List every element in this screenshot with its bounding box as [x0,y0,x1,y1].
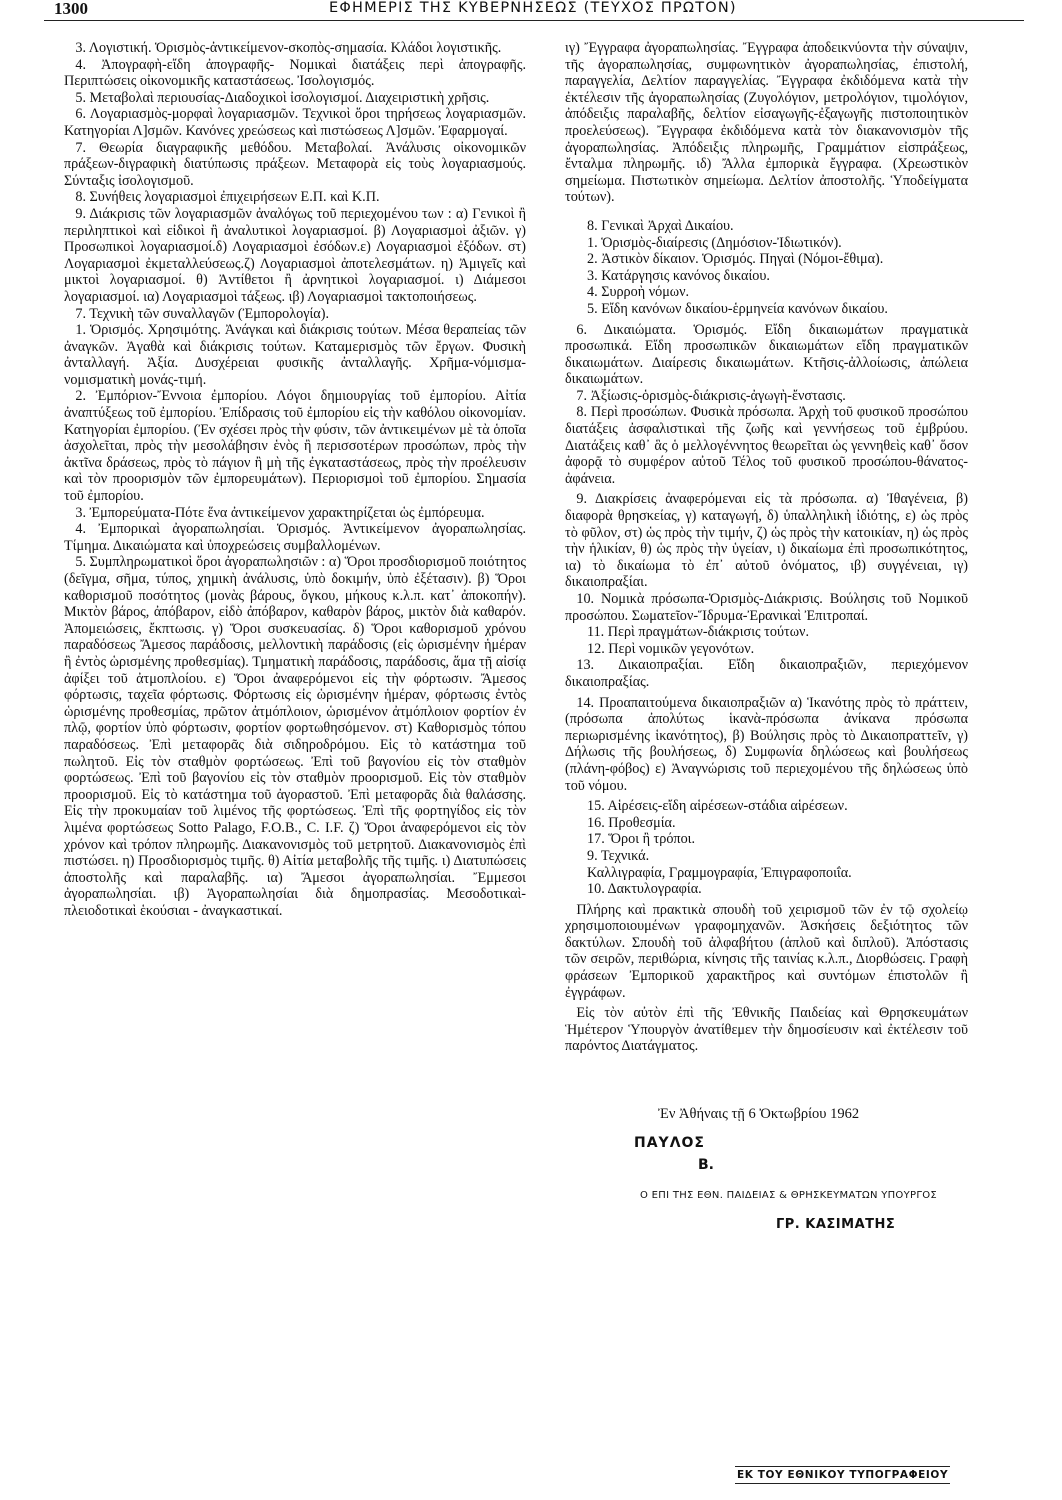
minister-name: ΓΡ. ΚΑΣΙΜΑΤΗΣ [776,1217,896,1232]
list-item: 9. Τεχνικά. [587,847,650,864]
right-column [565,40,968,1055]
list-item: 2. Ἀστικὸν δίκαιον. Ὁρισμός. Πηγαὶ (Νόμοι-ἔθιμα). [587,251,884,268]
list-item: Καλλιγραφία, Γραμμογραφία, Ἐπιγραφοποιΐα. [587,864,852,881]
paragraph: Πλήρης καὶ πρακτικὰ σπουδὴ τοῦ χειρισμοῦ τῶν ἐν τῷ σχολείῳ χρησιμοποιουμένων γραφομηχανῶν. Ἀσκήσεις δεξιότητος τῶν δακτύλων. Σπουδὴ τοῦ ἀλφαβήτου (ἁπλοῦ καὶ διπλοῦ). Ἀπόστασις τῶν σειρῶν, περιθώρια, κίνησις τῆς ταινίας κ.λ.π., Διορθώσεις. Γραφὴ φράσεων Ἐμπορικοῦ χαρακτῆρος καὶ συντόμων ἐπιστολῶν ἢ ἐγγράφων. [565,901,968,1001]
list-item: 1. Ὁρισμὸς-διαίρεσις (Δημόσιον-Ἰδιωτικόν). [587,234,842,251]
section-heading: 8. Γενικαὶ Ἀρχαὶ Δικαίου. [587,217,734,234]
list-item: 3. Κατάργησις κανόνος δικαίου. [587,267,770,284]
paragraph: 8. Συνήθεις λογαριασμοὶ ἐπιχειρήσεων Ε.Π. καὶ Κ.Π. [75,189,380,206]
list-item: 15. Αἱρέσεις-εἴδη αἱρέσεων-στάδια αἱρέσεων. [587,798,848,815]
paragraph: 9. Διακρίσεις ἀναφερόμεναι εἰς τὰ πρόσωπα. α) Ἰθαγένεια, β) διαφορὰ θρησκείας, γ) καταγωγή, δ) ὑπαλληλικὴ ἰδιότης, ε) ὡς πρὸς τὸ φῦλον, στ) ὡς πρὸς τὴν τιμήν, ζ) ὡς πρὸς τὴν κατοικίαν, η) ὡς πρὸς τὴν ἡλικίαν, θ) ὡς πρὸς τὴν ὑγείαν, ι) δικαίωμα ἐπὶ προσωπικότητος, ια) τὸ δικαίωμα τὸ ἐπ᾽ αὐτοῦ ὀνόματος, ιβ) συγγένειαι, ιγ) δικαιοπραξίαι. [565,491,968,591]
paragraph: 2. Ἐμπόριον-Ἔννοια ἐμπορίου. Λόγοι δημιουργίας τοῦ ἐμπορίου. Αἰτία ἀναπτύξεως τοῦ ἐμπορίου. Ἐπίδρασις τοῦ ἐμπορίου εἰς τὴν καθόλου οἰκονομίαν. Κατηγορίαι ἐμπορίου. (Ἐν σχέσει πρὸς τὴν φύσιν, τῶν ἀντικειμένων μὲ τὰ ὁποῖα ἀσχολεῖται, πρὸς τὴν μεσολάβησιν ἑνὸς ἢ περισσοτέρων προσώπων, πρὸς τὴν ἀκτῖνα δράσεως, πρὸς τὸ πάγιον ἢ μὴ τῆς ἐγκαταστάσεως, πρὸς τὴν προέλευσιν καὶ τὸν προορισμὸν τῶν ἐμπορευμάτων). Περιορισμοὶ τοῦ ἐμπορίου. Σημασία τοῦ ἐμπορίου. [64,388,526,505]
page-header [44,0,1024,21]
paragraph: 7. Θεωρία διαγραφικῆς μεθόδου. Μεταβολαί. Ἀνάλυσις οἰκονομικῶν πράξεων-διγραφικὴ διατύπωσις πράξεων. Μεταφορὰ εἰς τοὺς λογαριασμούς. Σύνταξις ἰσολογισμοῦ. [64,139,526,189]
list-item: 4. Συρροὴ νόμων. [587,284,690,301]
list-item: 16. Προθεσμία. [587,814,676,831]
page-number: 1300 [54,0,88,18]
list-item: 11. Περὶ πραγμάτων-διάκρισις τούτων. [587,624,809,641]
list-item: 17. Ὅροι ἢ τρόποι. [587,831,696,848]
section-heading: 7. Τεχνικὴ τῶν συναλλαγῶν (Ἐμπορολογία). [75,305,330,322]
paragraph: 9. Διάκρισις τῶν λογαριασμῶν ἀναλόγως τοῦ περιεχομένου των : α) Γενικοὶ ἢ περιληπτικοὶ καὶ εἰδικοὶ ἢ ἀναλυτικοὶ λογαριασμοί. β) Λογαριασμοὶ ἀξιῶν. γ) Προσωπικοὶ λογαριασμοί.δ) Λογαριασμοὶ ἐσόδων.ε) Λογαριασμοὶ ἐξόδων. στ) Λογαριασμοὶ ἐκμεταλλεύσεως.ζ) Λογαριασμοὶ ἀποτελεσμάτων. η) Ἀμιγεῖς καὶ μικτοὶ λογαριασμοί. θ) Ἀντίθετοι ἢ ἀρνητικοὶ λογαριασμοί. ι) Διάμεσοι λογαριασμοί. ια) Λογαριασμοὶ τάξεως. ιβ) Λογαριασμοὶ τακτοποιήσεως. [64,205,526,305]
left-column [64,40,526,919]
paragraph: ιγ) Ἔγγραφα ἀγοραπωλησίας. Ἔγγραφα ἀποδεικνύοντα τὴν σύναψιν, τῆς ἀγοραπωλησίας, συμφωνητικὸν ἀγοραπωλησίας, ἐπιστολή, παραγγελία, Δελτίον παραγγελίας. Ἔγγραφα ἐκδιδόμενα κατὰ τὴν ἐκτέλεσιν τῆς ἀγοραπωλησίας (Ζυγολόγιον, μετρολόγιον, τιμολόγιον, ἀπόδειξις παραλαβῆς, δελτίον εἰσαγωγῆς-ἐξαγωγῆς πιστοποιητικὸν προελεύσεως). Ἔγγραφα ἐκδιδόμενα κατὰ τὸν διακανονισμὸν τῆς ἀγοραπωλησίας. Ἀπόδειξις πληρωμῆς, Γραμμάτιον εἰσπράξεως, ἔνταλμα πληρωμῆς. ιδ) Ἄλλα ἐμπορικὰ ἔγγραφα. (Χρεωστικὸν σημείωμα. Πιστωτικὸν σημείωμα. Δελτίον ἀποστολῆς. Ὑποδείγματα τούτων). [565,40,968,206]
list-item: 10. Δακτυλογραφία. [587,881,702,898]
paragraph: 13. Δικαιοπραξίαι. Εἴδη δικαιοπραξιῶν, περιεχόμενον δικαιοπραξίας. [565,657,968,690]
list-item: 12. Περὶ νομικῶν γεγονότων. [587,640,755,657]
paragraph: 1. Ὁρισμός. Χρησιμότης. Ἀνάγκαι καὶ διάκρισις τούτων. Μέσα θεραπείας τῶν ἀναγκῶν. Ἀγαθὰ καὶ διάκρισις τούτων. Καταμερισμὸς τῶν ἔργων. Φυσικὴ ἀνταλλαγή. Ἀξία. Δυσχέρειαι φυσικῆς ἀνταλλαγῆς. Χρῆμα-νόμισμα-νομισματικὴ μονάς-τιμή. [64,322,526,388]
date-line: Ἐν Ἀθήναις τῇ 6 Ὀκτωβρίου 1962 [658,1106,860,1122]
paragraph: 3. Λογιστική. Ὁρισμὸς-ἀντικείμενον-σκοπὸς-σημασία. Κλάδοι λογιστικῆς. [75,40,502,56]
paragraph: 4. Ἐμπορικαὶ ἀγοραπωλησίαι. Ὁρισμός. Ἀντικείμενον ἀγοραπωλησίας. Τίμημα. Δικαιώματα καὶ ὑποχρεώσεις συμβαλλομένων. [64,521,526,554]
paragraph: 8. Περὶ προσώπων. Φυσικὰ πρόσωπα. Ἀρχὴ τοῦ φυσικοῦ προσώπου διατάξεις ἀσφαλιστικαὶ τῆς ζωῆς καὶ γεννήσεως τοῦ ἐμβρύου. Διατάξεις καθ᾽ ἃς ὁ μελλογέννητος θεωρεῖται ὡς γεννηθεὶς καθ᾽ ὅσον ἀφορᾷ τὸ συμφέρον αὐτοῦ Τέλος τοῦ φυσικοῦ προσώπου-θάνατος-ἀφάνεια. [565,404,968,487]
paragraph: 14. Προαπαιτούμενα δικαιοπραξιῶν α) Ἱκανότης πρὸς τὸ πράττειν, (πρόσωπα ἀπολύτως ἱκανὰ-πρόσωπα ἀνίκανα πρόσωπα περιωρισμένης ἱκανότητος), β) Βούλησις πρὸς τὸ Δικαιοπραττεῖν, γ) Δήλωσις τῆς βουλήσεως, δ) Συμφωνία δηλώσεως καὶ βουλήσεως (πλάνη-φόβος) ε) Ἀναγνώρισις τοῦ περιεχομένου τῆς δηλώσεως ὑπὸ τοῦ νόμου. [565,694,968,794]
paragraph: 5. Μεταβολαὶ περιουσίας-Διαδοχικοὶ ἰσολογισμοί. Διαχειριστικὴ χρῆσις. [75,89,490,106]
paragraph: 6. Λογαριασμὸς-μορφαὶ λογαριασμῶν. Τεχνικοὶ ὅροι τηρήσεως λογαριασμῶν. Κατηγορίαι Λ]σμῶν. Κανόνες χρεώσεως καὶ πιστώσεως Λ]σμῶν. Ἐφαρμογαί. [64,106,526,139]
minister-title: Ο ΕΠΙ ΤΗΣ ΕΘΝ. ΠΑΙΔΕΙΑΣ & ΘΡΗΣΚΕΥΜΑΤΩΝ ΥΠΟΥΡΓΟΣ [640,1190,937,1201]
paragraph: 10. Νομικὰ πρόσωπα-Ὁρισμὸς-Διάκρισις. Βούλησις τοῦ Νομικοῦ προσώπου. Σωματεῖον-Ἵδρυμα-Ἐρανικαὶ Ἐπιτροπαί. [565,591,968,624]
paragraph: 6. Δικαιώματα. Ὁρισμός. Εἴδη δικαιωμάτων πραγματικὰ προσωπικά. Εἴδη προσωπικῶν δικαιωμάτων εἴδη πραγματικῶν δικαιωμάτων. Διαίρεσις δικαιωμάτων. Κτῆσις-ἀλλοίωσις, ἀπώλεια δικαιωμάτων. [565,321,968,388]
paragraph: 4. Ἀπογραφὴ-εἴδη ἀπογραφῆς- Νομικαὶ διατάξεις περὶ ἀπογραφῆς. Περιπτώσεις οἰκονομικῆς καταστάσεως. Ἰσολογισμός. [64,56,526,90]
paragraph: 5. Συμπληρωματικοὶ ὅροι ἀγοραπωλησιῶν : α) Ὅροι προσδιορισμοῦ ποιότητος (δεῖγμα, σῆμα, τύπος, χημικὴ ἀνάλυσις, ὑπὸ δοκιμήν, ὑπὸ ἐξέτασιν). β) Ὅροι καθορισμοῦ ποσότητος (μονὰς βάρους, ὄγκου, μήκους κ.λ.π. κατ᾽ ἀποκοπήν). Μικτὸν βάρος, ἀπόβαρον, εἰδὸ ἀπόβαρον, καθαρὸν βάρος, μικτὸν διὰ καθαρόν. Ἀπομειώσεις, ἔκπτωσις. γ) Ὅροι συσκευασίας. δ) Ὅροι καθορισμοῦ χρόνου παραδόσεως Ἄμεσος παράδοσις, μελλοντικὴ παράδοσις (εἰς ὡρισμένην ἡμέραν ἢ ἐντὸς ὡρισμένης προθεσμίας). Τμηματικὴ παράδοσις, παράδοσις, ἅμα τῇ αἰσίᾳ ἀφίξει τοῦ ἀτμοπλοίου. ε) Ὅροι ἀναφερόμενοι εἰς τὴν φόρτωσιν. Ἄμεσος φόρτωσις, ταχεῖα φόρτωσις. Φόρτωσις εἰς ὡρισμένην ἡμέραν, φόρτωσις ἐντὸς ὡρισμένης προθεσμίας, πρῶτον ἀτμόπλοιον, ὡρισμένον ἀτμόπλοιον φορτίον ἐν πλῷ, φορτίον ὑπὸ φόρτωσιν, φορτίον φορτωθησόμενον. στ) Καθορισμὸς τόπου παραδόσεως. Ἐπὶ μεταφορᾶς διὰ σιδηροδρόμου. Εἰς τὸ κατάστημα τοῦ πωλητοῦ. Εἰς τὸν σταθμὸν φορτώσεως. Ἐπὶ τοῦ βαγονίου εἰς τὸν σταθμὸν φορτώσεως. Ἐπὶ τοῦ βαγονίου εἰς τὸν σταθμὸν προορισμοῦ. Εἰς τὸν σταθμὸν προορισμοῦ. Εἰς τὸ κατάστημα τοῦ ἀγοραστοῦ. Ἐπὶ μεταφορᾶς διὰ θαλάσσης. Εἰς τὴν προκυμαίαν τοῦ λιμένος τῆς φορτώσεως. Ἐπὶ τῆς φορτηγίδος εἰς τὸν λιμένα φορτώσεως Sotto Palago, F.O.B., C. I.F. ζ) Ὅροι ἀναφερόμενοι εἰς τὸν χρόνον καὶ τρόπον πληρωμῆς. Διακανονισμὸς τοῦ μετρητοῦ. Διακανονισμὸς ἐπὶ πιστώσει. η) Προσδιορισμὸς τιμῆς. θ) Αἰτία μεταβολῆς τῆς τιμῆς. ι) Διατυπώσεις ἀποστολῆς καὶ παραλαβῆς. ια) Ἄμεσοι ἀγοραπωλησίαι. Ἔμμεσοι ἀγοραπωλησίαι. ιβ) Ἀγοραπωλησίαι διὰ δημοπρασίας. Μεσοδοτικαὶ-πλειοδοτικαὶ ἑκούσιαι - ἀναγκαστικαί. [64,554,526,919]
paragraph: Εἰς τὸν αὐτὸν ἐπὶ τῆς Ἐθνικῆς Παιδείας καὶ Θρησκευμάτων Ἡμέτερον Ὑπουργὸν ἀνατίθεμεν τὴν δημοσίευσιν καὶ ἐκτέλεσιν τοῦ παρόντος Διατάγματος. [565,1005,968,1055]
paragraph: 3. Ἐμπορεύματα-Πότε ἕνα ἀντικείμενον χαρακτηρίζεται ὡς ἐμπόρευμα. [75,504,485,521]
list-item: 5. Εἴδη κανόνων δικαίου-ἑρμηνεία κανόνων δικαίου. [587,300,888,317]
king-initial: Β. [698,1157,714,1173]
printer-footer: ΕΚ ΤΟΥ ΕΘΝΙΚΟΥ ΤΥΠΟΓΡΑΦΕΙΟΥ [735,1466,950,1484]
gazette-title: ΕΦΗΜΕΡΙΣ ΤΗΣ ΚΥΒΕΡΝΗΣΕΩΣ (ΤΕΥΧΟΣ ΠΡΩΤΟΝ) [329,0,737,16]
king-signature: ΠΑΥΛΟΣ [634,1135,705,1151]
paragraph: 7. Ἀξίωσις-ὁρισμὸς-διάκρισις-ἀγωγὴ-ἔνστασις. [576,387,846,404]
